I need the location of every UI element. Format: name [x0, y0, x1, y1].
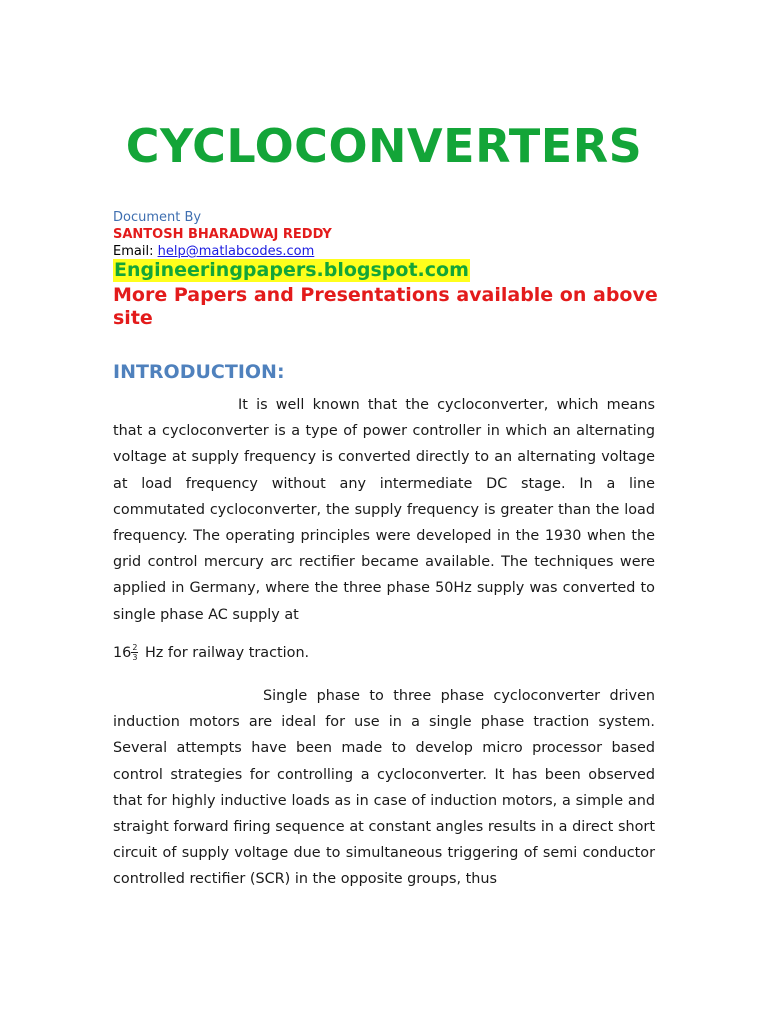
email-label: Email: — [113, 244, 154, 259]
introduction-paragraph-1 — [113, 392, 655, 628]
site-link[interactable]: Engineeringpapers.blogspot.com — [114, 259, 469, 281]
email-link[interactable]: help@matlabcodes.com — [157, 244, 315, 259]
introduction-heading: INTRODUCTION: — [113, 361, 285, 383]
paragraph-1-text: It is well known that the cycloconverter, which means that a cycloconverter is a type of power controller in which an alternating voltage at supply frequency is converted directly to an alternating voltage at load frequency without any intermediate DC stage. In a line commutated cycloconverter, the supply frequency is greater than the load frequency. The operating principles were developed in the 1930 when the grid control mercury arc rectifier became available. The techniques were applied in Germany, where the three phase 50Hz supply was converted to single phase AC supply at — [113, 397, 655, 623]
frequency-fraction — [131, 643, 138, 662]
more-papers-note: More Papers and Presentations available on above site — [113, 284, 658, 329]
frequency-rest: Hz for railway traction. — [144, 645, 310, 661]
frequency-whole: 16 — [113, 645, 132, 661]
document-by-label: Document By — [113, 210, 202, 225]
document-meta — [113, 209, 673, 260]
fraction-numerator: 2 — [132, 642, 138, 652]
fraction-denominator: 3 — [132, 652, 138, 662]
document-title: CYCLOCONVERTERS — [125, 119, 643, 173]
email-row — [113, 243, 673, 260]
author-name: SANTOSH BHARADWAJ REDDY — [113, 227, 332, 242]
paragraph-2-text: Single phase to three phase cycloconverter driven induction motors are ideal for use in a single phase traction system. Several attempts have been made to develop micro processor based control strategies for controlling a cycloconverter. It has been observed that for highly inductive loads as in case of induction motors, a simple and straight forward firing sequence at constant angles results in a direct short circuit of supply voltage due to simultaneous triggering of semi conductor controlled rectifier (SCR) in the opposite groups, thus — [113, 688, 655, 888]
introduction-paragraph-2 — [113, 683, 655, 893]
frequency-line — [113, 638, 309, 668]
